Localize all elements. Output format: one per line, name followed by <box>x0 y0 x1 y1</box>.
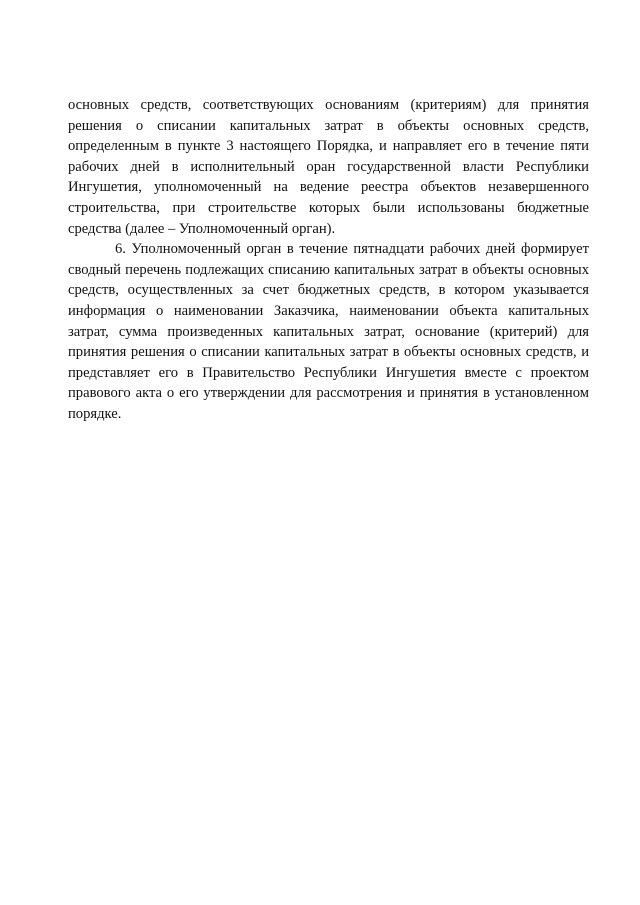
text-line: правового акта о его утверждении для рассмотрения и принятия в установленном <box>68 385 589 402</box>
text-line: порядке. <box>68 405 122 422</box>
text-line: решения о списании капитальных затрат в объекты основных средств, <box>68 117 589 134</box>
text-line: затрат, сумма произведенных капитальных затрат, основание (критерий) для <box>68 323 589 340</box>
text-line: средства (далее – Уполномоченный орган). <box>68 220 336 237</box>
text-line: основных средств, соответствующих основаниям (критериям) для принятия <box>68 97 589 113</box>
paragraph-continuation <box>68 95 589 239</box>
text-line: рабочих дней в исполнительный оран государственной власти Республики <box>68 158 589 175</box>
text-line: 6. Уполномоченный орган в течение пятнадцати рабочих дней формирует <box>115 241 589 258</box>
text-line: строительства, при строительстве которых были использованы бюджетные <box>68 199 589 216</box>
text-line: определенным в пункте 3 настоящего Порядка, и направляет его в течение пяти <box>68 138 589 155</box>
text-line: сводный перечень подлежащих списанию капитальных затрат в объекты основных <box>68 261 589 278</box>
text-line: представляет его в Правительство Республики Ингушетия вместе с проектом <box>68 364 589 381</box>
text-line: средств, осуществленных за счет бюджетных средств, в котором указывается <box>68 282 589 299</box>
paragraph-item-6 <box>68 239 589 424</box>
text-line: принятия решения о списании капитальных затрат в объекты основных средств, и <box>68 344 589 361</box>
document-body <box>68 95 589 425</box>
text-line: Ингушетия, уполномоченный на ведение реестра объектов незавершенного <box>68 179 589 196</box>
text-line: информация о наименовании Заказчика, наименовании объекта капитальных <box>68 302 589 319</box>
